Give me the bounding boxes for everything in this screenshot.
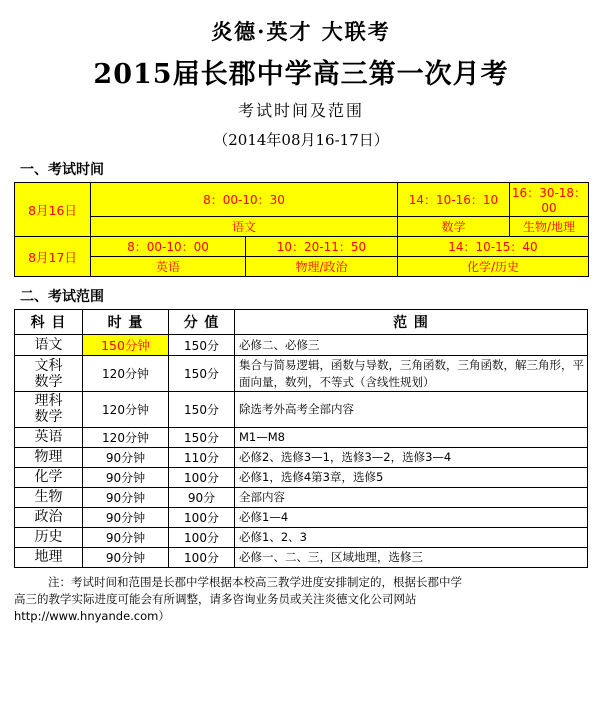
- day2-date: 8月17日: [15, 237, 91, 277]
- section-title-exam-scope: 二、考试范围: [20, 289, 104, 305]
- cell-subject: 语文: [15, 335, 83, 356]
- cell-subject: 理科 数学: [15, 392, 83, 427]
- cell-subject: 地理: [15, 547, 83, 567]
- col-header-duration: 时 量: [83, 310, 169, 335]
- cell-range: 必修1，选修4第3章，选修5: [235, 467, 588, 487]
- footer-note-line1: 注：考试时间和范围是长郡中学根据本校高三教学进度安排制定的，根据长郡中学: [48, 574, 462, 589]
- cell-duration: 90分钟: [83, 447, 169, 467]
- table-row: [15, 427, 588, 447]
- table-header-row: [15, 310, 588, 335]
- cell-score: 100分: [169, 467, 235, 487]
- footer-note: [14, 574, 588, 626]
- table-row: [15, 527, 588, 547]
- table-row: [15, 257, 589, 277]
- col-header-range: 范 围: [235, 310, 588, 335]
- document-header: [14, 16, 588, 150]
- day2-slot3-subject: 化学/历史: [398, 257, 589, 277]
- cell-score: 110分: [169, 447, 235, 467]
- cell-subject: 文科 数学: [15, 356, 83, 392]
- cell-score: 100分: [169, 527, 235, 547]
- section-title-exam-time: 一、考试时间: [20, 162, 104, 178]
- cell-duration: 120分钟: [83, 392, 169, 427]
- table-row: [15, 237, 589, 257]
- table-row: [15, 392, 588, 427]
- cell-range: 必修2、选修3—1，选修3—2，选修3—4: [235, 447, 588, 467]
- exam-scope-table: [14, 309, 588, 568]
- cell-duration: 120分钟: [83, 356, 169, 392]
- exam-schedule-table: [14, 182, 589, 277]
- col-header-subject: 科 目: [15, 310, 83, 335]
- cell-score: 150分: [169, 392, 235, 427]
- day1-slot1-time: 8：00-10：30: [91, 183, 398, 217]
- footer-note-line2: 高三的教学实际进度可能会有所调整，请多咨询业务员或关注炎德文化公司网站: [14, 591, 417, 606]
- day1-slot3-time: 16：30-18：00: [510, 183, 589, 217]
- table-row: [15, 447, 588, 467]
- cell-duration: 120分钟: [83, 427, 169, 447]
- cell-range: M1—M8: [235, 427, 588, 447]
- table-row: [15, 335, 588, 356]
- cell-range: 必修一、二、三，区域地理，选修三: [235, 547, 588, 567]
- day2-slot1-time: 8：00-10：00: [91, 237, 246, 257]
- footer-note-url: http://www.hnyande.com）: [14, 609, 170, 624]
- cell-score: 150分: [169, 356, 235, 392]
- cell-range: 必修1、2、3: [235, 527, 588, 547]
- exam-scope-body: [15, 335, 588, 568]
- cell-range: 必修二、必修三: [235, 335, 588, 356]
- day2-slot2-time: 10：20-11：50: [246, 237, 398, 257]
- day1-slot2-time: 14：10-16：10: [398, 183, 510, 217]
- cell-score: 100分: [169, 507, 235, 527]
- table-row: [15, 507, 588, 527]
- cell-range: 全部内容: [235, 487, 588, 507]
- table-row: [15, 183, 589, 217]
- table-row: [15, 487, 588, 507]
- cell-duration: 90分钟: [83, 467, 169, 487]
- exam-date-range: （2014年08月16-17日）: [213, 131, 389, 149]
- cell-score: 100分: [169, 547, 235, 567]
- day2-slot3-time: 14：10-15：40: [398, 237, 589, 257]
- table-row: [15, 547, 588, 567]
- cell-subject: 物理: [15, 447, 83, 467]
- cell-duration: 90分钟: [83, 507, 169, 527]
- day1-slot2-subject: 数学: [398, 217, 510, 237]
- cell-score: 150分: [169, 427, 235, 447]
- col-header-score: 分 值: [169, 310, 235, 335]
- table-row: [15, 217, 589, 237]
- day1-slot3-subject: 生物/地理: [510, 217, 589, 237]
- cell-subject: 化学: [15, 467, 83, 487]
- cell-duration: 90分钟: [83, 547, 169, 567]
- page-title: 2015届长郡中学高三第一次月考: [93, 59, 509, 90]
- cell-range: 除选考外高考全部内容: [235, 392, 588, 427]
- table-row: [15, 356, 588, 392]
- cell-range: 集合与简易逻辑，函数与导数，三角函数，三角函数，解三角形，平面向量，数列，不等式（含线性规划）: [235, 356, 588, 392]
- cell-subject: 历史: [15, 527, 83, 547]
- brand-line: 炎德·英才 大联考: [211, 19, 391, 44]
- cell-range: 必修1—4: [235, 507, 588, 527]
- cell-duration: 90分钟: [83, 487, 169, 507]
- cell-subject: 英语: [15, 427, 83, 447]
- cell-score: 90分: [169, 487, 235, 507]
- cell-duration: 90分钟: [83, 527, 169, 547]
- table-row: [15, 467, 588, 487]
- day1-date: 8月16日: [15, 183, 91, 237]
- cell-subject: 政治: [15, 507, 83, 527]
- day2-slot2-subject: 物理/政治: [246, 257, 398, 277]
- cell-subject: 生物: [15, 487, 83, 507]
- cell-duration: 150分钟: [83, 335, 169, 356]
- page-subtitle: 考试时间及范围: [237, 101, 364, 120]
- day1-slot1-subject: 语文: [91, 217, 398, 237]
- day2-slot1-subject: 英语: [91, 257, 246, 277]
- cell-score: 150分: [169, 335, 235, 356]
